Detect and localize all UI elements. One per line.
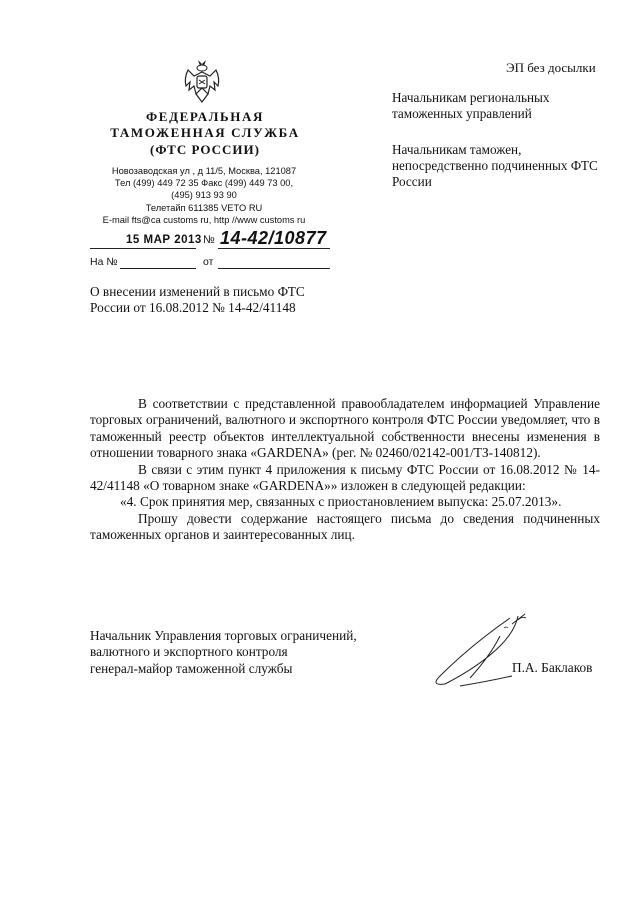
body-quote: «4. Срок принятия мер, связанных с приостановлением выпуска: 25.07.2013». [120, 494, 562, 510]
org-abbreviation: (ФТС РОССИИ) [150, 142, 260, 157]
reference-from-label: от [203, 256, 214, 268]
signer-title-block [90, 628, 410, 677]
number-label: № [203, 234, 215, 246]
org-name-line2: ТАМОЖЕННАЯ СЛУЖБА [110, 125, 300, 140]
letter-subject: О внесении изменений в письмо ФТС России от 16.08.2012 № 14-42/41148 [90, 284, 305, 315]
reference-underline [120, 268, 196, 269]
org-address-block [84, 165, 324, 226]
signer-title-line1: Начальник Управления торговых ограничений, [90, 628, 357, 643]
letter-body [90, 396, 600, 544]
phone-line-2: (495) 913 93 90 [171, 190, 237, 201]
body-paragraph-3: Прошу довести содержание настоящего письма до сведения подчиненных таможенных органов и заинтересованных лиц. [90, 510, 600, 543]
signer-name: П.А. Баклаков [512, 660, 593, 675]
body-paragraph-1: В соответствии с представленной правообладателем информацией Управление торговых ограничений, валютного и экспортного контроля ФТС России уведомляет, что в таможенный реестр объектов интеллектуальной собственности внесены изменения в отношении товарного знака «GARDENA» (рег. № 02460/02142-001/ТЗ-140812). [90, 396, 600, 461]
reference-date-underline [218, 268, 330, 269]
registration-date-stamp: 15 МАР 2013 [126, 234, 202, 246]
addressee-regional: Начальникам региональных таможенных управлений [392, 90, 550, 121]
reference-line [90, 256, 330, 272]
routing-note: ЭП без досылки [506, 60, 596, 75]
email-line: E-mail fts@ca customs ru, http //www customs ru [102, 214, 306, 225]
org-name-line1: ФЕДЕРАЛЬНАЯ [146, 109, 264, 124]
body-paragraph-2: В связи с этим пункт 4 приложения к письму ФТС России от 16.08.2012 № 14-42/41148 «О товарном знаке «GARDENA»» изложен в следующей редакции: [90, 461, 600, 494]
phone-line: Тел (499) 449 72 35 Факс (499) 449 73 00, [114, 178, 294, 189]
state-emblem-icon [180, 56, 224, 104]
signer-title-line3: генерал-майор таможенной службы [90, 660, 293, 676]
registration-line [90, 228, 330, 252]
handwritten-signature [400, 606, 530, 696]
address-line: Новозаводская ул , д 11/5, Москва, 121087 [111, 166, 297, 176]
addressee-customs: Начальникам таможен, непосредственно подчиненных ФТС России [392, 142, 598, 189]
registration-number: 14-42/10877 [220, 228, 327, 248]
signer-title-line2: валютного и экспортного контроля [90, 644, 288, 660]
date-underline [90, 248, 196, 249]
teletype-line: Телетайп 611385 VETO RU [145, 202, 263, 213]
reference-label: На № [90, 256, 118, 268]
